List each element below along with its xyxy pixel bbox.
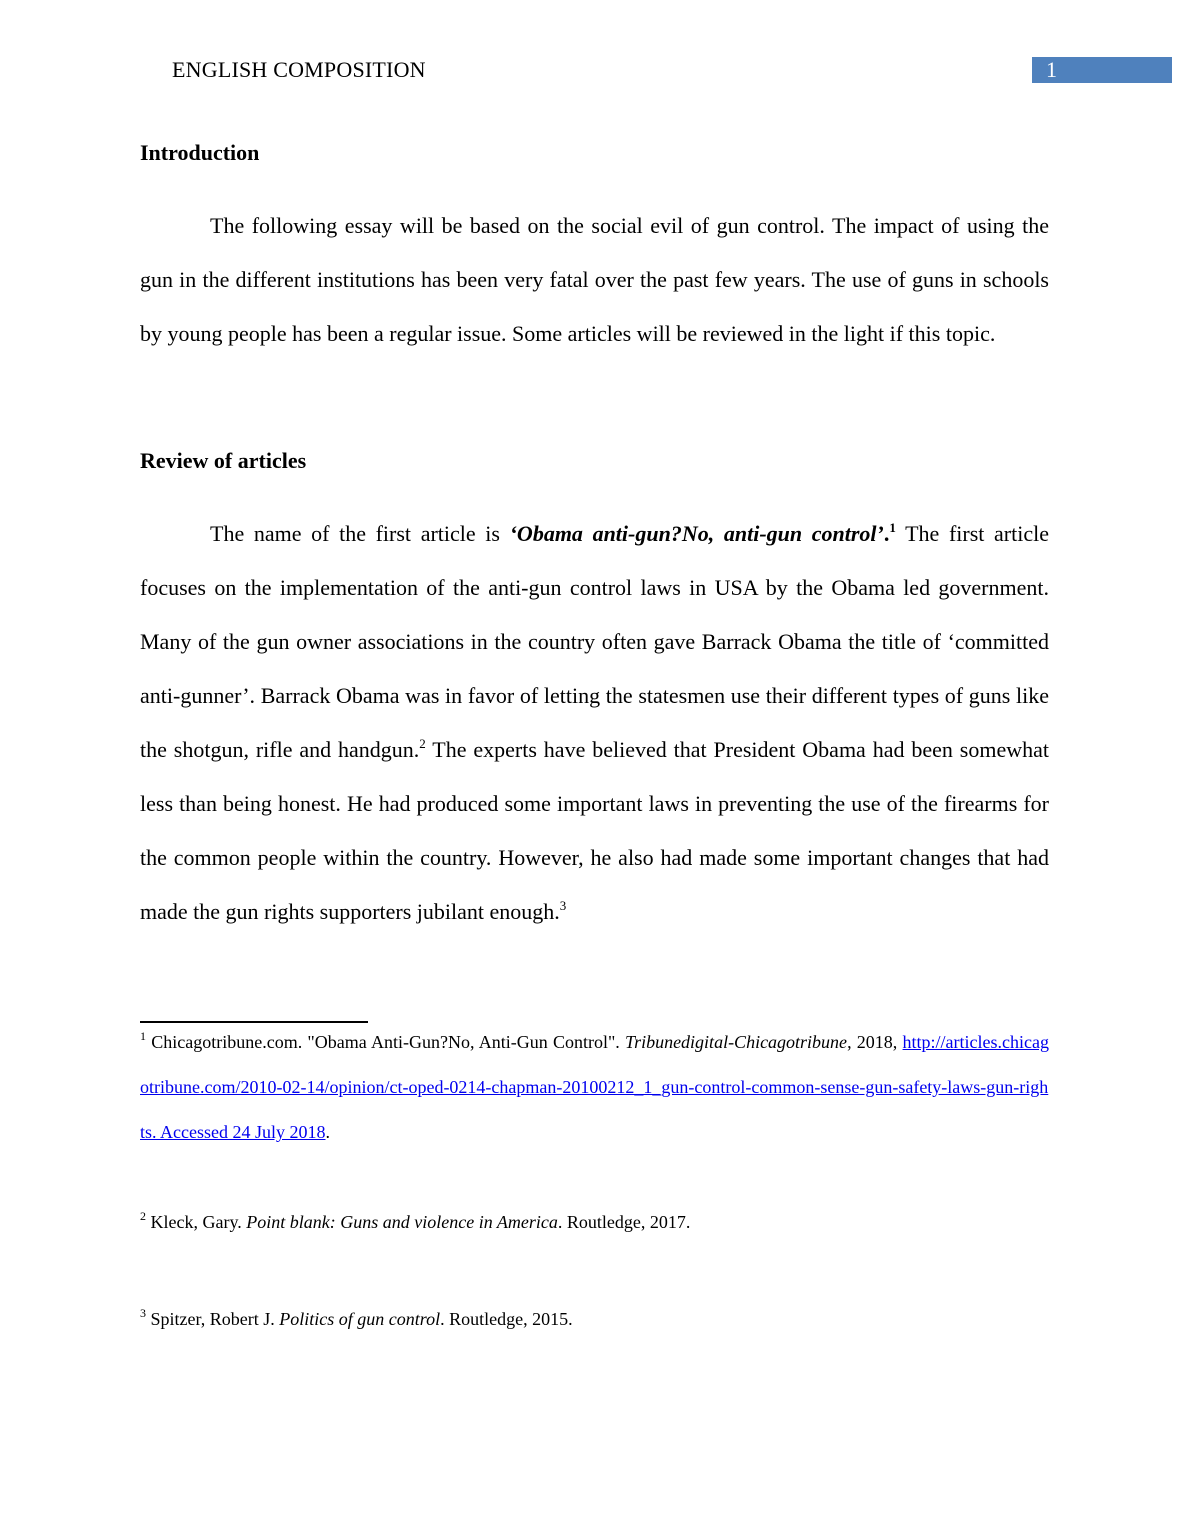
footnote-2: [140, 1200, 1049, 1245]
footnote-1-number: 1: [140, 1029, 146, 1043]
footnote-2-number: 2: [140, 1209, 146, 1223]
footnote-3-title: Politics of gun control: [279, 1309, 441, 1329]
introduction-heading: Introduction: [140, 140, 260, 165]
footnote-3-author: Spitzer, Robert J.: [146, 1309, 280, 1329]
review-text-intro: The name of the first article is: [210, 521, 510, 546]
footnote-3: [140, 1297, 1049, 1342]
review-paragraph: [140, 507, 1049, 939]
footnote-ref-1[interactable]: 1: [889, 520, 896, 535]
footnote-1-end: .: [325, 1122, 330, 1142]
footnote-2-title: Point blank: Guns and violence in America: [246, 1212, 558, 1232]
footnote-1-year: , 2018,: [847, 1032, 903, 1052]
footnote-3-number: 3: [140, 1306, 146, 1320]
review-heading: Review of articles: [140, 448, 307, 473]
article-title: ‘Obama anti-gun?No, anti-gun control’: [509, 521, 884, 546]
footnote-1-text: Chicagotribune.com. "Obama Anti-Gun?No, Anti-Gun Control".: [146, 1032, 626, 1052]
footnote-2-author: Kleck, Gary.: [146, 1212, 247, 1232]
footnote-1-link[interactable]: http://articles.chicagotribune.com/2010-02-14/opinion/ct-oped-0214-chapman-20100212_1_gun-control-common-sense-gun-safety-laws-gun-rights. Accessed 24 July 2018: [140, 1032, 1049, 1142]
review-text-end: The experts have believed that President Obama had been somewhat less than being honest. He had produced some important laws in preventing the use of the firearms for the common people within the country. However, he also had made some important changes that had made the gun rights supporters jubilant enough.: [140, 737, 1049, 924]
article-title-period: .: [883, 521, 890, 546]
footnote-3-publisher: . Routledge, 2015.: [440, 1309, 573, 1329]
footnote-ref-3[interactable]: 3: [559, 898, 567, 913]
footnote-1-source: Tribunedigital-Chicagotribune: [625, 1032, 848, 1052]
page-number-badge: 1: [1032, 57, 1172, 83]
footnote-2-publisher: . Routledge, 2017.: [557, 1212, 691, 1232]
running-header-title: ENGLISH COMPOSITION: [172, 57, 426, 82]
review-text-middle: The first article focuses on the implementation of the anti-gun control laws in USA by the Obama led government. Many of the gun owner associations in the country often gave Barrack Obama the title of ‘committed anti-gunner’. Barrack Obama was in favor of letting the statesmen use their different types of guns like the shotgun, rifle and handgun.: [140, 521, 1049, 762]
footnote-ref-2[interactable]: 2: [419, 736, 426, 751]
footnote-1: [140, 1020, 1049, 1155]
introduction-paragraph: The following essay will be based on the social evil of gun control. The impact of using the gun in the different institutions has been very fatal over the past few years. The use of guns in schools by young people has been a regular issue. Some articles will be reviewed in the light if this topic.: [140, 213, 1049, 346]
